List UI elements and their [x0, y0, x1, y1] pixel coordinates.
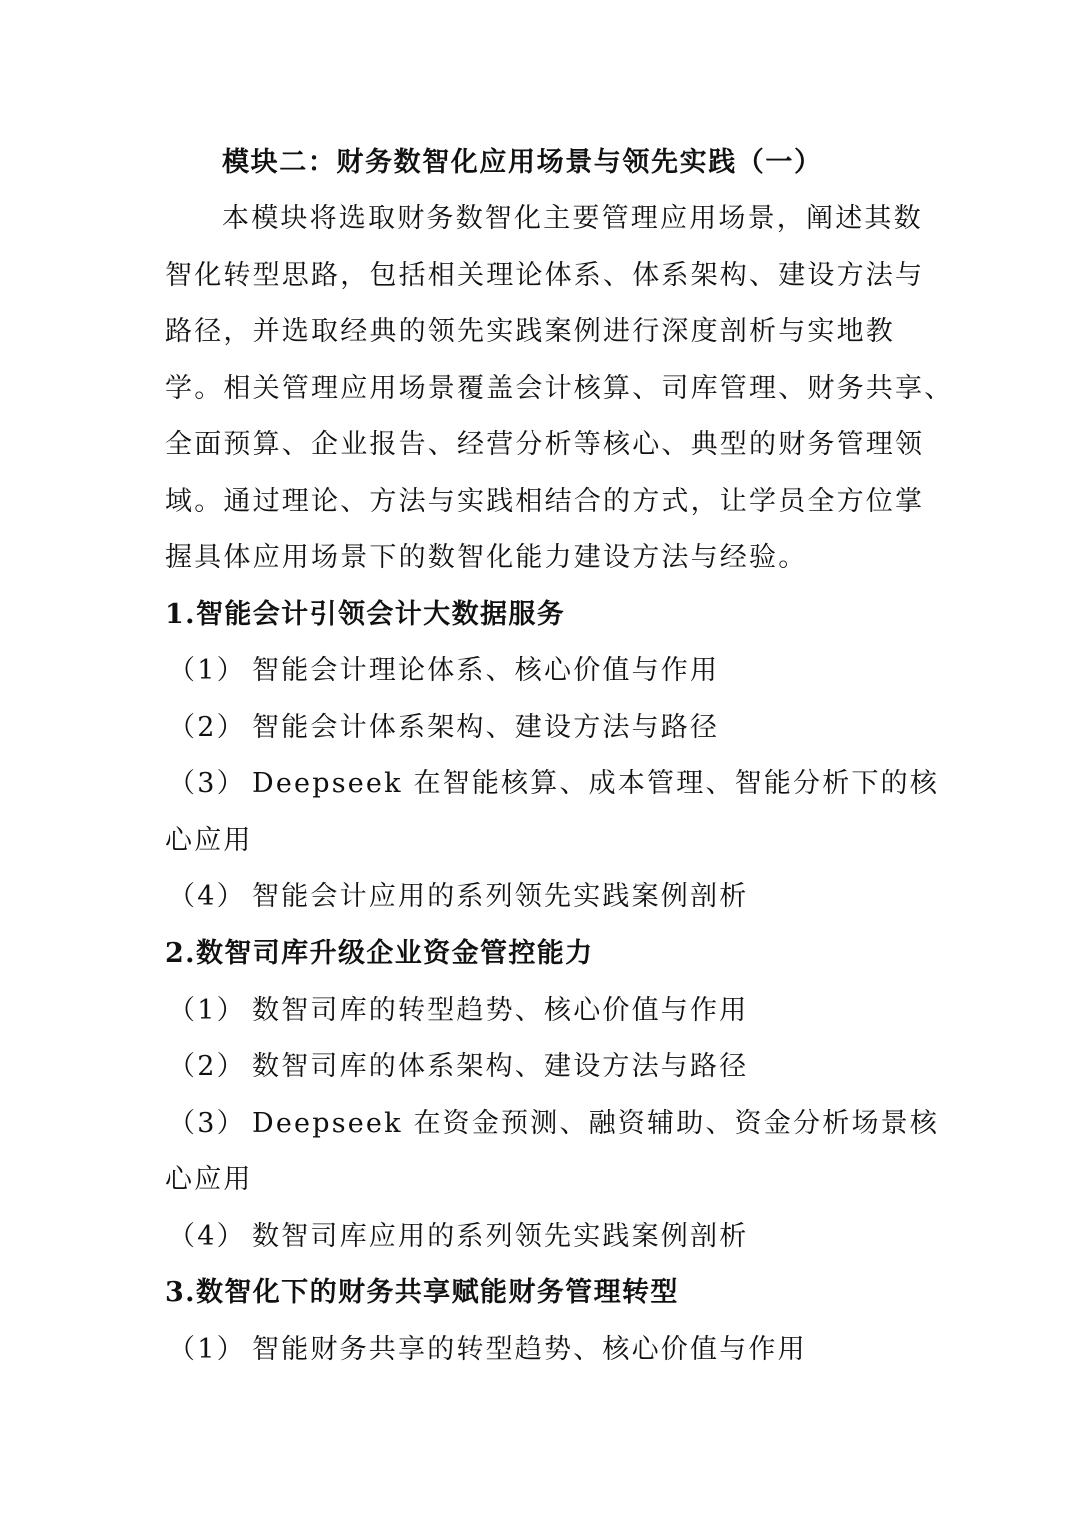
section-heading: 2.数智司库升级企业资金管控能力: [165, 938, 594, 969]
list-item-number: （1）: [168, 1334, 246, 1365]
list-item-text: 数智司库的体系架构、建设方法与路径: [252, 1051, 749, 1082]
list-item: [168, 1104, 939, 1144]
page-title: 模块二：财务数智化应用场景与领先实践（一）: [222, 147, 823, 178]
list-item-number: （3）: [168, 1108, 246, 1139]
list-item: [168, 877, 748, 917]
list-item-text: 智能财务共享的转型趋势、核心价值与作用: [252, 1334, 807, 1365]
list-item-text: 数智司库的转型趋势、核心价值与作用: [252, 995, 749, 1026]
intro-paragraph-line: 握具体应用场景下的数智化能力建设方法与经验。: [165, 542, 808, 573]
intro-paragraph-line: 路径，并选取经典的领先实践案例进行深度剖析与实地教: [165, 316, 895, 347]
list-item-number: （1）: [168, 995, 246, 1026]
list-item-number: （1）: [168, 655, 246, 686]
intro-paragraph-line: 域。通过理论、方法与实践相结合的方式，让学员全方位掌: [165, 486, 925, 517]
list-item-number: （2）: [168, 712, 246, 743]
list-item-text: Deepseek 在智能核算、成本管理、智能分析下的核: [252, 768, 940, 799]
list-item: [168, 1330, 807, 1370]
list-item: [168, 708, 719, 748]
list-item-text: 智能会计理论体系、核心价值与作用: [252, 655, 720, 686]
intro-paragraph-line: 本模块将选取财务数智化主要管理应用场景，阐述其数: [222, 203, 923, 234]
list-item: [168, 991, 748, 1031]
intro-paragraph-line: 全面预算、企业报告、经营分析等核心、典型的财务管理领: [165, 429, 925, 460]
list-item-text: 数智司库应用的系列领先实践案例剖析: [252, 1221, 749, 1252]
list-item: [168, 1217, 748, 1257]
list-item: [168, 651, 719, 691]
list-item-text: Deepseek 在资金预测、融资辅助、资金分析场景核: [252, 1108, 940, 1139]
intro-paragraph-line: 学。相关管理应用场景覆盖会计核算、司库管理、财务共享、: [165, 373, 954, 404]
section-heading: 3.数智化下的财务共享赋能财务管理转型: [165, 1277, 679, 1308]
list-item: [168, 764, 939, 804]
list-item-continuation: 心应用: [165, 825, 253, 856]
list-item-number: （2）: [168, 1051, 246, 1082]
list-item-text: 智能会计应用的系列领先实践案例剖析: [252, 881, 749, 912]
list-item-number: （3）: [168, 768, 246, 799]
list-item-number: （4）: [168, 1221, 246, 1252]
intro-paragraph-line: 智化转型思路，包括相关理论体系、体系架构、建设方法与: [165, 260, 925, 291]
list-item-number: （4）: [168, 881, 246, 912]
list-item-text: 智能会计体系架构、建设方法与路径: [252, 712, 720, 743]
list-item-continuation: 心应用: [165, 1164, 253, 1195]
list-item: [168, 1047, 748, 1087]
section-heading: 1.智能会计引领会计大数据服务: [165, 599, 566, 630]
